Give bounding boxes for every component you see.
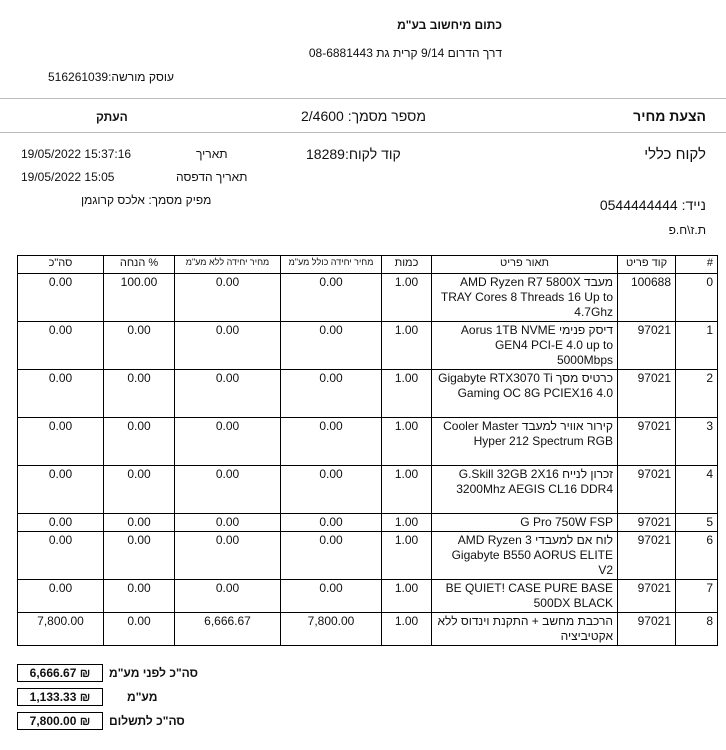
cell-unit-excl: 0.00: [175, 370, 281, 418]
cell-desc: לוח אם למעבדי AMD Ryzen 3 Gigabyte B550 AORUS ELITE V2: [432, 532, 618, 580]
items-table: [17, 255, 718, 646]
cell-code: 97021: [618, 466, 676, 514]
vat-row: [17, 688, 217, 706]
cell-code: 97021: [618, 418, 676, 466]
tax-id: 516261039: [48, 70, 109, 84]
col-qty: כמות: [382, 256, 432, 274]
col-discount: הנחה %: [104, 256, 175, 274]
cell-discount: 0.00: [104, 418, 175, 466]
cell-discount: 0.00: [104, 322, 175, 370]
vat-amount: 1,133.33 ₪: [17, 688, 103, 706]
table-row: [18, 613, 718, 646]
cell-code: 97021: [618, 532, 676, 580]
col-code: קוד פריט: [618, 256, 676, 274]
cell-unit-excl: 6,666.67: [175, 613, 281, 646]
customer-code: 18289: [306, 146, 345, 162]
print-date-value: 19/05/2022 15:05: [21, 170, 115, 184]
cell-qty: 1.00: [382, 532, 432, 580]
cell-unit-excl: 0.00: [175, 274, 281, 322]
cell-qty: 1.00: [382, 580, 432, 613]
cell-unit-incl: 0.00: [281, 532, 382, 580]
cell-qty: 1.00: [382, 370, 432, 418]
mobile-block: [600, 197, 706, 213]
cell-unit-excl: 0.00: [175, 466, 281, 514]
cell-unit-excl: 0.00: [175, 322, 281, 370]
cell-unit-incl: 7,800.00: [281, 613, 382, 646]
issuer-block: [81, 193, 211, 207]
cell-idx: 2: [676, 370, 718, 418]
company-name: כתום מיחשוב בע"מ: [397, 18, 502, 32]
cell-qty: 1.00: [382, 322, 432, 370]
cell-idx: 8: [676, 613, 718, 646]
cell-total: 0.00: [18, 532, 104, 580]
vat-label: מע"מ: [127, 690, 158, 704]
cell-unit-incl: 0.00: [281, 418, 382, 466]
table-row: [18, 322, 718, 370]
cell-code: 100688: [618, 274, 676, 322]
cell-idx: 0: [676, 274, 718, 322]
total-before-vat: 6,666.67 ₪: [17, 664, 103, 682]
cell-code: 97021: [618, 514, 676, 532]
cell-discount: 100.00: [104, 274, 175, 322]
total-before-vat-label: סה"כ לפני מע"מ: [109, 666, 199, 680]
cell-unit-excl: 0.00: [175, 418, 281, 466]
cell-total: 0.00: [18, 466, 104, 514]
cell-idx: 1: [676, 322, 718, 370]
cell-unit-incl: 0.00: [281, 580, 382, 613]
cell-idx: 3: [676, 418, 718, 466]
table-row: [18, 466, 718, 514]
cell-discount: 0.00: [104, 370, 175, 418]
cell-desc: כרטיס מסך Gigabyte RTX3070 Ti Gaming OC 8G PCIEX16 4.0: [432, 370, 618, 418]
cell-desc: זכרון לנייח G.Skill 32GB 2X16 3200Mhz AEGIS CL16 DDR4: [432, 466, 618, 514]
cell-total: 0.00: [18, 514, 104, 532]
cell-code: 97021: [618, 580, 676, 613]
cell-desc: דיסק פנימי Aorus 1TB NVME GEN4 PCI-E 4.0 up to 5000Mbps: [432, 322, 618, 370]
cell-code: 97021: [618, 370, 676, 418]
cell-desc: G Pro 750W FSP: [432, 514, 618, 532]
cell-total: 0.00: [18, 418, 104, 466]
issuer-name: אלכס קרוגמן: [81, 193, 145, 207]
customer-code-block: [306, 146, 401, 162]
cell-unit-incl: 0.00: [281, 322, 382, 370]
cell-desc: מעבד AMD Ryzen R7 5800X TRAY Cores 8 Threads 16 Up to 4.7Ghz: [432, 274, 618, 322]
date-label: תאריך: [196, 147, 228, 161]
id-label: ת.ז\ח.פ: [668, 223, 706, 237]
cell-total: 0.00: [18, 580, 104, 613]
cell-desc: BE QUIET! CASE PURE BASE 500DX BLACK: [432, 580, 618, 613]
cell-unit-incl: 0.00: [281, 370, 382, 418]
mobile-label: נייד:: [681, 197, 706, 213]
cell-code: 97021: [618, 613, 676, 646]
cell-desc: הרכבת מחשב + התקנת וינדוס ללא אקטיביציה: [432, 613, 618, 646]
cell-total: 0.00: [18, 370, 104, 418]
cell-qty: 1.00: [382, 613, 432, 646]
col-unit-excl: מחיר יחידה ללא מע"מ: [175, 256, 281, 274]
cell-qty: 1.00: [382, 274, 432, 322]
customer-name: לקוח כללי: [644, 146, 706, 163]
table-row: [18, 514, 718, 532]
cell-idx: 6: [676, 532, 718, 580]
issuer-label: מפיק מסמך:: [148, 193, 212, 207]
table-row: [18, 370, 718, 418]
cell-discount: 0.00: [104, 466, 175, 514]
cell-discount: 0.00: [104, 580, 175, 613]
table-row: [18, 532, 718, 580]
cell-idx: 4: [676, 466, 718, 514]
cell-total: 7,800.00: [18, 613, 104, 646]
doc-number: 2/4600: [301, 108, 344, 124]
table-row: [18, 580, 718, 613]
col-unit-incl: מחיר יחידה כולל מע"מ: [281, 256, 382, 274]
doc-type: הצעת מחיר: [633, 108, 706, 124]
cell-unit-excl: 0.00: [175, 532, 281, 580]
header-divider-top: [0, 98, 726, 99]
customer-code-label: קוד לקוח:: [344, 146, 401, 162]
table-row: [18, 274, 718, 322]
copy-label: העתק: [96, 110, 128, 124]
table-header-row: [18, 256, 718, 274]
cell-idx: 5: [676, 514, 718, 532]
cell-total: 0.00: [18, 322, 104, 370]
cell-discount: 0.00: [104, 514, 175, 532]
cell-discount: 0.00: [104, 532, 175, 580]
cell-desc: קירור אוויר למעבד Cooler Master Hyper 212 Spectrum RGB: [432, 418, 618, 466]
cell-discount: 0.00: [104, 613, 175, 646]
doc-number-block: [301, 108, 426, 124]
cell-unit-incl: 0.00: [281, 466, 382, 514]
total-to-pay: 7,800.00 ₪: [17, 712, 103, 730]
total-before-vat-row: [17, 664, 217, 682]
cell-total: 0.00: [18, 274, 104, 322]
cell-qty: 1.00: [382, 466, 432, 514]
cell-qty: 1.00: [382, 418, 432, 466]
doc-number-label: מספר מסמך:: [347, 108, 426, 124]
cell-idx: 7: [676, 580, 718, 613]
col-total: סה"כ: [18, 256, 104, 274]
header-divider-bottom: [0, 132, 726, 133]
total-to-pay-label: סה"כ לתשלום: [109, 714, 185, 728]
mobile-number: 0544444444: [599, 197, 678, 213]
cell-unit-incl: 0.00: [281, 514, 382, 532]
tax-id-label: עוסק מורשה:: [108, 70, 174, 84]
company-address: דרך הדרום 9/14 קרית גת 08-6881443: [308, 46, 502, 60]
cell-qty: 1.00: [382, 514, 432, 532]
col-desc: תאור פריט: [432, 256, 618, 274]
table-row: [18, 418, 718, 466]
cell-unit-excl: 0.00: [175, 580, 281, 613]
cell-unit-excl: 0.00: [175, 514, 281, 532]
date-value: 19/05/2022 15:37:16: [21, 147, 132, 161]
cell-unit-incl: 0.00: [281, 274, 382, 322]
cell-code: 97021: [618, 322, 676, 370]
print-date-label: תאריך הדפסה: [176, 170, 248, 184]
total-to-pay-row: [17, 712, 217, 730]
tax-id-block: [48, 70, 174, 84]
col-idx: #: [676, 256, 718, 274]
